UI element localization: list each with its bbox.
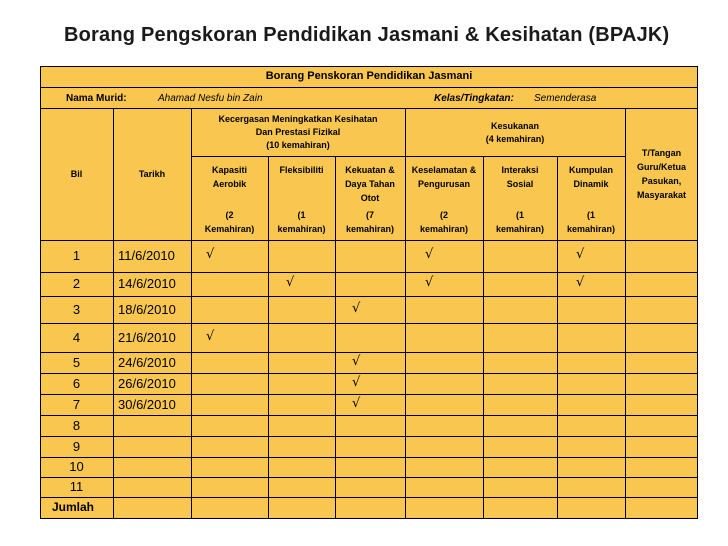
- row-tarikh: 30/6/2010: [118, 396, 176, 412]
- kelas-value: Semenderasa: [534, 93, 597, 104]
- nama-divider: [40, 108, 698, 109]
- col-tandatangan: Guru/Ketua: [636, 162, 686, 172]
- subcol-count: (7: [365, 210, 374, 220]
- subcol-count: kemahiran): [566, 224, 616, 234]
- subcol-label: Kapasiti: [211, 165, 247, 175]
- subcol-label: Kumpulan: [569, 165, 613, 175]
- group-kecergasan: Kecergasan Meningkatkan Kesihatan: [218, 114, 378, 124]
- row-line: [40, 415, 698, 416]
- table-border-top: [40, 66, 698, 67]
- kelas-label: Kelas/Tingkatan:: [434, 93, 514, 104]
- row-line: [40, 323, 698, 324]
- subcol-label: Daya Tahan: [345, 179, 395, 189]
- check-mark-icon: √: [206, 328, 215, 344]
- col-tandatangan: Pasukan,: [641, 176, 682, 186]
- subcol-label: Interaksi: [501, 165, 539, 175]
- col-tarikh: Tarikh: [138, 169, 166, 179]
- header-bottom: [40, 240, 698, 241]
- group-kesukanan-count: (4 kemahiran): [485, 134, 545, 144]
- check-mark-icon: √: [352, 353, 361, 369]
- group-kesukanan: Kesukanan: [490, 121, 540, 131]
- group-header-divider: [191, 156, 625, 157]
- nama-label: Nama Murid:: [66, 93, 127, 104]
- subcol-label: Otot: [360, 193, 380, 203]
- row-bil: 2: [72, 276, 81, 291]
- row-line: [40, 436, 698, 437]
- subcol-label: Aerobik: [212, 179, 247, 189]
- check-mark-icon: √: [352, 374, 361, 390]
- subcol-count: Kemahiran): [204, 224, 255, 234]
- check-mark-icon: √: [352, 395, 361, 411]
- jumlah-label: Jumlah: [52, 500, 95, 514]
- row-tarikh: 24/6/2010: [118, 354, 176, 370]
- row-line: [40, 457, 698, 458]
- row-tarikh: 18/6/2010: [118, 301, 176, 317]
- subcol-count: (2: [439, 210, 448, 220]
- header-divider: [40, 87, 698, 88]
- row-line: [40, 394, 698, 395]
- page-title: Borang Pengskoran Pendidikan Jasmani & Kesihatan (BPAJK): [64, 24, 670, 46]
- subcol-label: Keselamatan &: [411, 165, 477, 175]
- subcol-count: kemahiran): [277, 224, 326, 234]
- subcol-label: Fleksibiliti: [279, 165, 324, 175]
- row-line: [40, 497, 698, 498]
- subcol-count: kemahiran): [419, 224, 469, 234]
- table-border-bottom: [40, 518, 698, 519]
- row-bil: 9: [72, 438, 81, 454]
- check-mark-icon: √: [425, 247, 434, 262]
- check-mark-icon: √: [286, 275, 295, 290]
- check-mark-icon: √: [206, 247, 215, 262]
- subcol-count: (1: [297, 210, 306, 220]
- row-tarikh: 26/6/2010: [118, 375, 176, 391]
- col-tandatangan: T/Tangan: [641, 148, 682, 158]
- row-tarikh: 11/6/2010: [118, 248, 175, 263]
- row-bil: 10: [69, 459, 84, 474]
- row-bil: 8: [72, 417, 81, 433]
- subcol-count: (1: [586, 210, 595, 220]
- subcol-count: (1: [515, 210, 524, 220]
- check-mark-icon: √: [425, 275, 434, 290]
- row-bil: 3: [72, 301, 81, 317]
- subcol-count: kemahiran): [495, 224, 545, 234]
- check-mark-icon: √: [352, 300, 361, 316]
- subcol-count: (2: [225, 210, 234, 220]
- row-bil: 1: [72, 248, 81, 263]
- row-line: [40, 373, 698, 374]
- row-tarikh: 14/6/2010: [118, 276, 176, 291]
- row-line: [40, 477, 698, 478]
- subcol-label: Kekuatan &: [345, 165, 395, 175]
- subcol-label: Dinamik: [573, 179, 609, 189]
- subcol-label: Pengurusan: [417, 179, 470, 189]
- row-tarikh: 21/6/2010: [118, 329, 176, 345]
- check-mark-icon: √: [576, 247, 585, 262]
- row-bil: 5: [72, 354, 81, 370]
- row-line: [40, 272, 698, 273]
- row-bil: 4: [72, 329, 81, 345]
- form-header: Borang Penskoran Pendidikan Jasmani: [265, 70, 473, 82]
- subcol-label: Sosial: [506, 179, 534, 189]
- group-kecergasan-count: (10 kemahiran): [266, 140, 330, 150]
- subcol-count: kemahiran): [345, 224, 395, 234]
- row-bil: 11: [69, 479, 84, 494]
- row-bil: 6: [72, 375, 81, 391]
- row-bil: 7: [72, 396, 81, 412]
- group-kecergasan-sub: Dan Prestasi Fizikal: [255, 127, 341, 137]
- row-line: [40, 296, 698, 297]
- scoring-form-table: [40, 66, 698, 518]
- col-tandatangan: Masyarakat: [636, 190, 687, 200]
- table-border-right: [697, 66, 698, 518]
- check-mark-icon: √: [576, 275, 585, 290]
- col-bil: Bil: [70, 169, 83, 179]
- nama-value: Ahamad Nesfu bin Zain: [158, 93, 263, 104]
- row-line: [40, 352, 698, 353]
